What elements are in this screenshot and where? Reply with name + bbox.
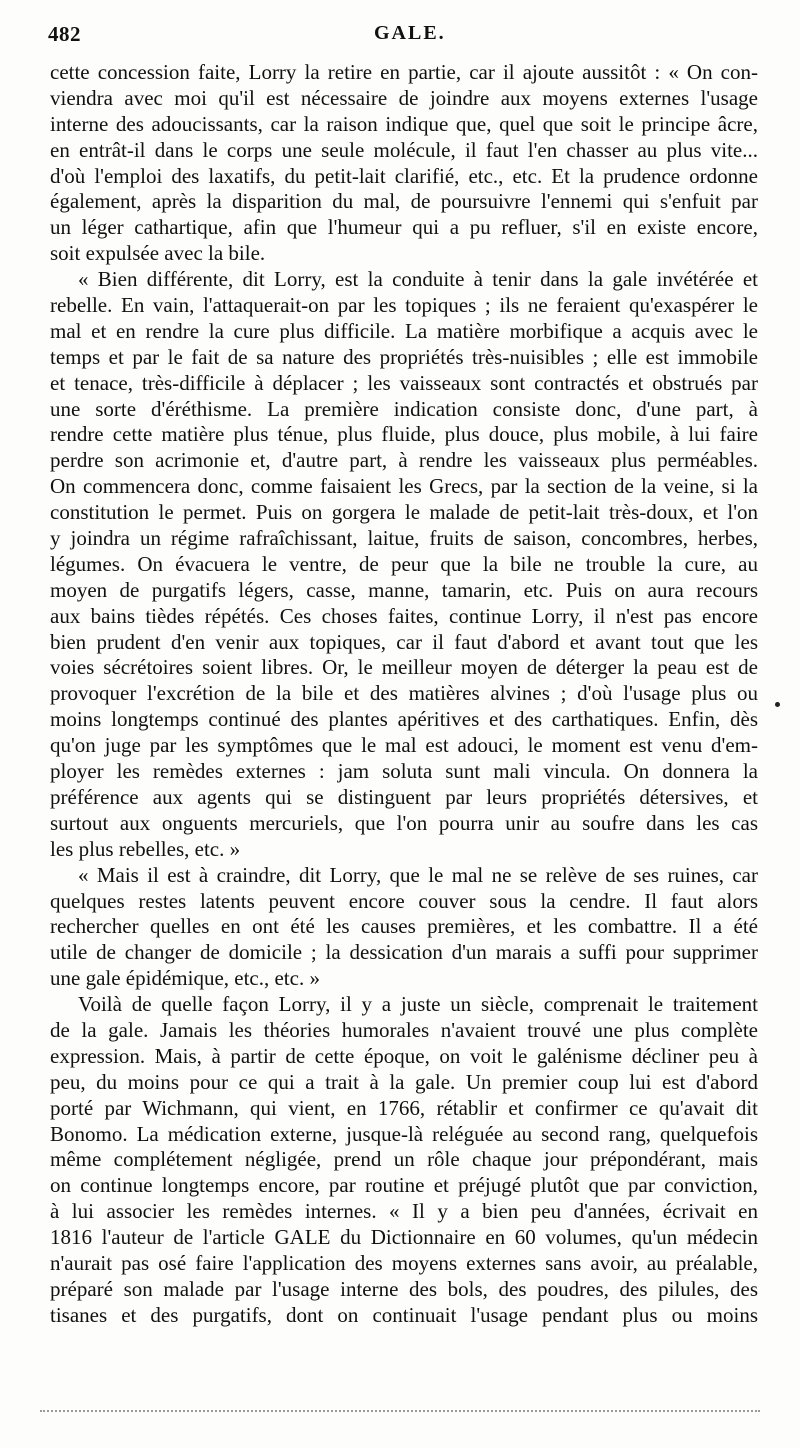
text-line: voies sécrétoires soient libres. Or, le meilleur moyen de déterger la peau est de <box>50 655 758 680</box>
text-line: même complétement négligée, prend un rôle chaque jour prépondérant, mais <box>50 1147 758 1172</box>
text-line: temps et par le fait de sa nature des propriétés très-nuisibles ; elle est immobile <box>50 344 758 369</box>
text-line: quelques restes latents peuvent encore couver sous la cendre. Il faut alors <box>50 888 758 913</box>
text-line: y joindra un régime rafraîchissant, laitue, fruits de saison, concombres, herbes, <box>50 526 758 551</box>
text-line: rendre cette matière plus ténue, plus fluide, plus douce, plus mobile, à lui faire <box>50 422 758 447</box>
text-line: surtout aux onguents mercuriels, que l'on pourra unir au soufre dans les cas <box>50 810 758 835</box>
bottom-edge-rule <box>40 1410 760 1412</box>
body-text <box>50 60 758 1329</box>
text-line: porté par Wichmann, qui vient, en 1766, rétablir et confirmer ce qu'avait dit <box>50 1095 758 1120</box>
text-line: soit expulsée avec la bile. <box>50 241 266 266</box>
text-line: d'où l'emploi des laxatifs, du petit-lait clarifié, etc., etc. Et la prudence ordonne <box>50 163 758 188</box>
text-line: expression. Mais, à partir de cette époque, on voit le galénisme décliner peu à <box>50 1043 758 1068</box>
text-line: On commencera donc, comme faisaient les Grecs, par la section de la veine, si la <box>50 474 758 499</box>
text-line: interne des adoucissants, car la raison indique que, quel que soit le principe âcre, <box>50 111 758 136</box>
text-line: perdre son acrimonie et, d'autre part, à rendre les vaisseaux plus perméables. <box>50 448 758 473</box>
text-line: peu, du moins pour ce qui a trait à la gale. Un premier coup lui est d'abord <box>50 1069 758 1094</box>
text-line: viendra avec moi qu'il est nécessaire de joindre aux moyens externes l'usage <box>50 85 758 110</box>
page-header <box>48 22 758 52</box>
text-line: rechercher quelles en ont été les causes premières, et les combattre. Il a été <box>50 914 758 939</box>
text-line: « Mais il est à craindre, dit Lorry, que le mal ne se relève de ses ruines, car <box>78 862 758 887</box>
page-number: 482 <box>48 22 81 46</box>
text-line: une gale épidémique, etc., etc. » <box>50 966 320 991</box>
text-line: cette concession faite, Lorry la retire en partie, car il ajoute aussitôt : « On con- <box>50 60 758 84</box>
running-head: GALE. <box>374 22 446 44</box>
text-line: on continue longtemps encore, par routine et préjugé plutôt que par conviction, <box>50 1173 758 1198</box>
text-line: Bonomo. La médication externe, jusque-là reléguée au second rang, quelquefois <box>50 1121 758 1146</box>
text-line: également, après la disparition du mal, de poursuivre l'ennemi qui s'enfuit par <box>50 189 758 214</box>
text-line: de la gale. Jamais les théories humorales n'avaient trouvé une plus complète <box>50 1017 758 1042</box>
text-line: « Bien différente, dit Lorry, est la conduite à tenir dans la gale invétérée et <box>78 267 758 292</box>
text-line: ployer les remèdes externes : jam soluta sunt mali vincula. On donnera la <box>50 759 758 784</box>
text-line: n'aurait pas osé faire l'application des moyens externes sans avoir, au préalable, <box>50 1250 758 1275</box>
text-line: bien prudent d'en venir aux topiques, car il faut d'abord et avant tout que les <box>50 629 758 654</box>
text-line: et tenace, très-difficile à déplacer ; les vaisseaux sont contractés et obstrués par <box>50 370 758 395</box>
text-line: une sorte d'éréthisme. La première indication consiste donc, d'une part, à <box>50 396 758 421</box>
text-line: un léger cathartique, afin que l'humeur qui a pu refluer, s'il en existe encore, <box>50 215 758 240</box>
text-line: constitution le permet. Puis on gorgera le malade de petit-lait très-doux, et l'on <box>50 500 758 525</box>
text-line: utile de changer de domicile ; la dessication d'un marais a suffi pour supprimer <box>50 940 758 965</box>
text-line: rebelle. En vain, l'attaquerait-on par les topiques ; ils ne feraient qu'exaspérer le <box>50 293 758 318</box>
text-line: moyen de purgatifs légers, casse, manne, tamarin, etc. Puis on aura recours <box>50 577 758 602</box>
text-line: légumes. On évacuera le ventre, de peur que la bile ne trouble la cure, au <box>50 551 758 576</box>
text-line: 1816 l'auteur de l'article GALE du Dictionnaire en 60 volumes, qu'un médecin <box>50 1225 758 1250</box>
text-line: provoquer l'excrétion de la bile et des matières alvines ; d'où l'usage plus ou <box>50 681 758 706</box>
text-line: en entrât-il dans le corps une seule molécule, il faut l'en chasser au plus vite... <box>50 137 758 162</box>
text-line: à lui associer les remèdes internes. « Il y a bien peu d'années, écrivait en <box>50 1199 758 1224</box>
text-line: Voilà de quelle façon Lorry, il y a juste un siècle, comprenait le traitement <box>78 992 758 1017</box>
margin-mark <box>775 702 780 707</box>
text-line: qu'on juge par les symptômes que le mal est adouci, le moment est venu d'em- <box>50 733 758 758</box>
text-line: préparé son malade par l'usage interne des bols, des poudres, des pilules, des <box>50 1276 758 1301</box>
text-line: tisanes et des purgatifs, dont on continuait l'usage pendant plus ou moins <box>50 1302 758 1327</box>
text-line: les plus rebelles, etc. » <box>50 836 241 861</box>
text-line: aux bains tièdes répétés. Ces choses faites, continue Lorry, il n'est pas encore <box>50 603 758 628</box>
text-line: moins longtemps continué des plantes apéritives et des carthatiques. Enfin, dès <box>50 707 758 732</box>
text-line: préférence aux agents qui se distinguent par leurs propriétés détersives, et <box>50 784 758 809</box>
text-line: mal et en rendre la cure plus difficile. La matière morbifique a acquis avec le <box>50 318 758 343</box>
